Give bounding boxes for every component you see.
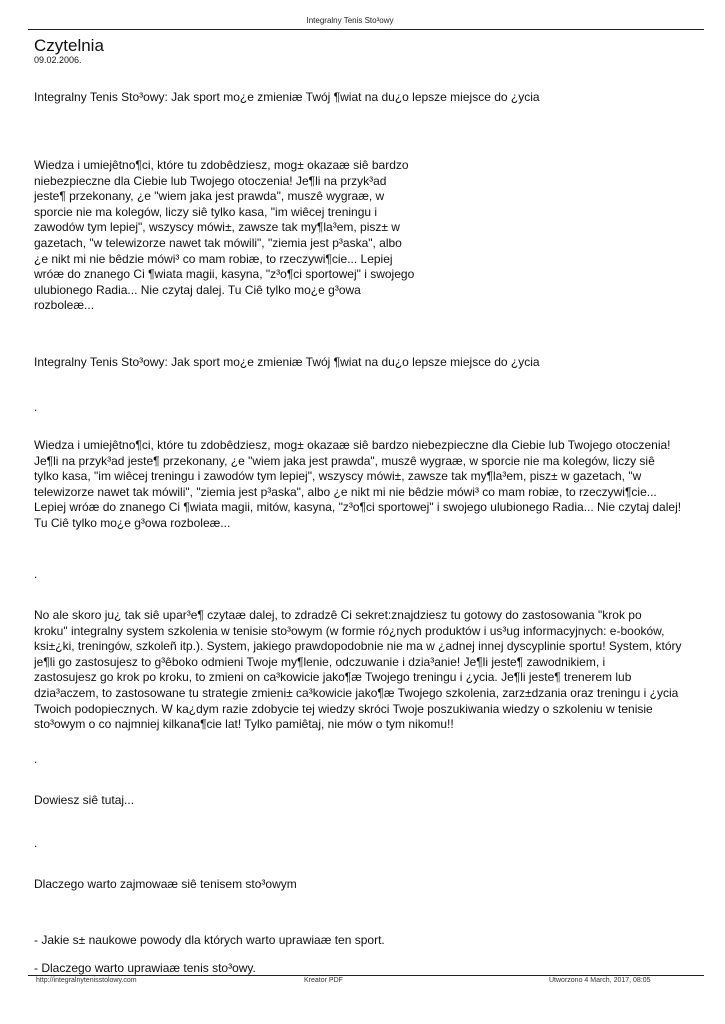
footer-url: http://integralnytenisstolowy.com bbox=[36, 977, 137, 984]
footer-created-date: Utworzono 4 March, 2017, 08:05 bbox=[549, 977, 651, 984]
list-item: - Dlaczego warto uprawiaæ tenis sto³owy. bbox=[34, 961, 256, 975]
separator-dot: . bbox=[34, 400, 38, 414]
footer-divider bbox=[28, 975, 704, 976]
list-item: - Jakie s± naukowe powody dla których warto uprawiaæ ten sport. bbox=[34, 933, 385, 947]
section-title: Czytelnia bbox=[34, 36, 104, 55]
separator-dot: . bbox=[34, 836, 38, 850]
intro-paragraph: Wiedza i umiejêtno¶ci, które tu zdobêdziesz, mog± okazaæ siê bardzo niebezpieczne dla Ciebie lub Twojego otoczenia! Je¶li na przyk³ad jeste¶ przekonany, ¿e "wiem jaka jest prawda", muszê wygraæ, w sporcie nie ma kolegów, liczy siê tylko kasa, "im wiêcej treningu i zawodów tym lepiej", wszyscy mówi±, zawsze tak my¶la³em, pisz± w gazetach, "w telewizorze nawet tak mówili", "ziemia jest p³aska", albo ¿e nikt mi nie bêdzie mówi³ co mam robiæ, to rzeczywi¶cie... Lepiej wróæ do znanego Ci ¶wiata magii, kasyna, "z³o¶ci sportowej" i swojego ulubionego Radia... Nie czytaj dalej. Tu Ciê tylko mo¿e g³owa rozboleæ... bbox=[34, 158, 415, 313]
secret-paragraph: No ale skoro ju¿ tak siê upar³e¶ czytaæ dalej, to zdradzê Ci sekret:znajdziesz tu gotowy do zastosowania "krok po kroku" integralny system szkolenia w tenisie sto³owym (w formie ró¿nych produktów i us³ug informacyjnych: e-booków, ksi±¿ki, treningów, szkoleñ itp.). System, jakiego prawdopodobnie nie ma w ¿adnej innej dyscyplinie sportu! System, który je¶li go zastosujesz to g³êboko odmieni Twoje my¶lenie, odczuwanie i dzia³anie! Je¶li jeste¶ zawodnikiem, i zastosujesz go krok po kroku, to zmieni on ca³kowicie jako¶æ Twojego treningu i ¿ycia. Je¶li jeste¶ trenerem lub dzia³aczem, to zastosowane tu strategie zmieni± ca³kowicie jako¶æ Twojego szkolenia, zarz±dzania oraz treningu i ¿ycia Twoich podopiecznych. W ka¿dym razie zdobycie tej wiedzy skróci Twoje poszukiwania wiedzy o szkoleniu w tenisie sto³owym o co najmniej kilkana¶cie lat! Tylko pamiêtaj, nie mów o tym nikomu!! bbox=[34, 608, 682, 732]
warning-paragraph: Wiedza i umiejêtno¶ci, które tu zdobêdziesz, mog± okazaæ siê bardzo niebezpieczne dla Ciebie lub Twojego otoczenia! Je¶li na przyk³ad jeste¶ przekonany, ¿e "wiem jaka jest prawda", muszê wygraæ, w sporcie nie ma kolegów, liczy siê tylko kasa, "im wiêcej treningu i zawodów tym lepiej", wszyscy mówi±, zawsze tak my¶la³em, pisz± w gazetach, "w telewizorze nawet tak mówili", "ziemia jest p³aska", albo ¿e nikt mi nie bêdzie mówi³ co mam robiæ, to rzeczywi¶cie... Lepiej wróæ do znanego Ci ¶wiata magii, mitów, kasyna, "z³o¶ci sportowej" i swojego ulubionego Radia... Nie czytaj dalej! Tu Ciê tylko mo¿e g³owa rozboleæ... bbox=[34, 438, 682, 530]
separator-dot: . bbox=[34, 752, 38, 766]
article-title: Integralny Tenis Sto³owy: Jak sport mo¿e zmieniæ Twój ¶wiat na du¿o lepsze miejsce do ¿ycia bbox=[34, 90, 540, 104]
learn-here-heading: Dowiesz siê tutaj... bbox=[34, 793, 135, 807]
separator-dot: . bbox=[34, 567, 38, 581]
header-divider bbox=[28, 29, 704, 30]
article-title-repeat: Integralny Tenis Sto³owy: Jak sport mo¿e zmieniæ Twój ¶wiat na du¿o lepsze miejsce do ¿ycia bbox=[34, 355, 540, 369]
document-header-title: Integralny Tenis Sto³owy bbox=[306, 16, 394, 25]
publish-date: 09.02.2006. bbox=[34, 55, 82, 65]
footer-generator: Kreator PDF bbox=[304, 977, 343, 984]
why-heading: Dlaczego warto zajmowaæ siê tenisem sto³owym bbox=[34, 877, 297, 891]
